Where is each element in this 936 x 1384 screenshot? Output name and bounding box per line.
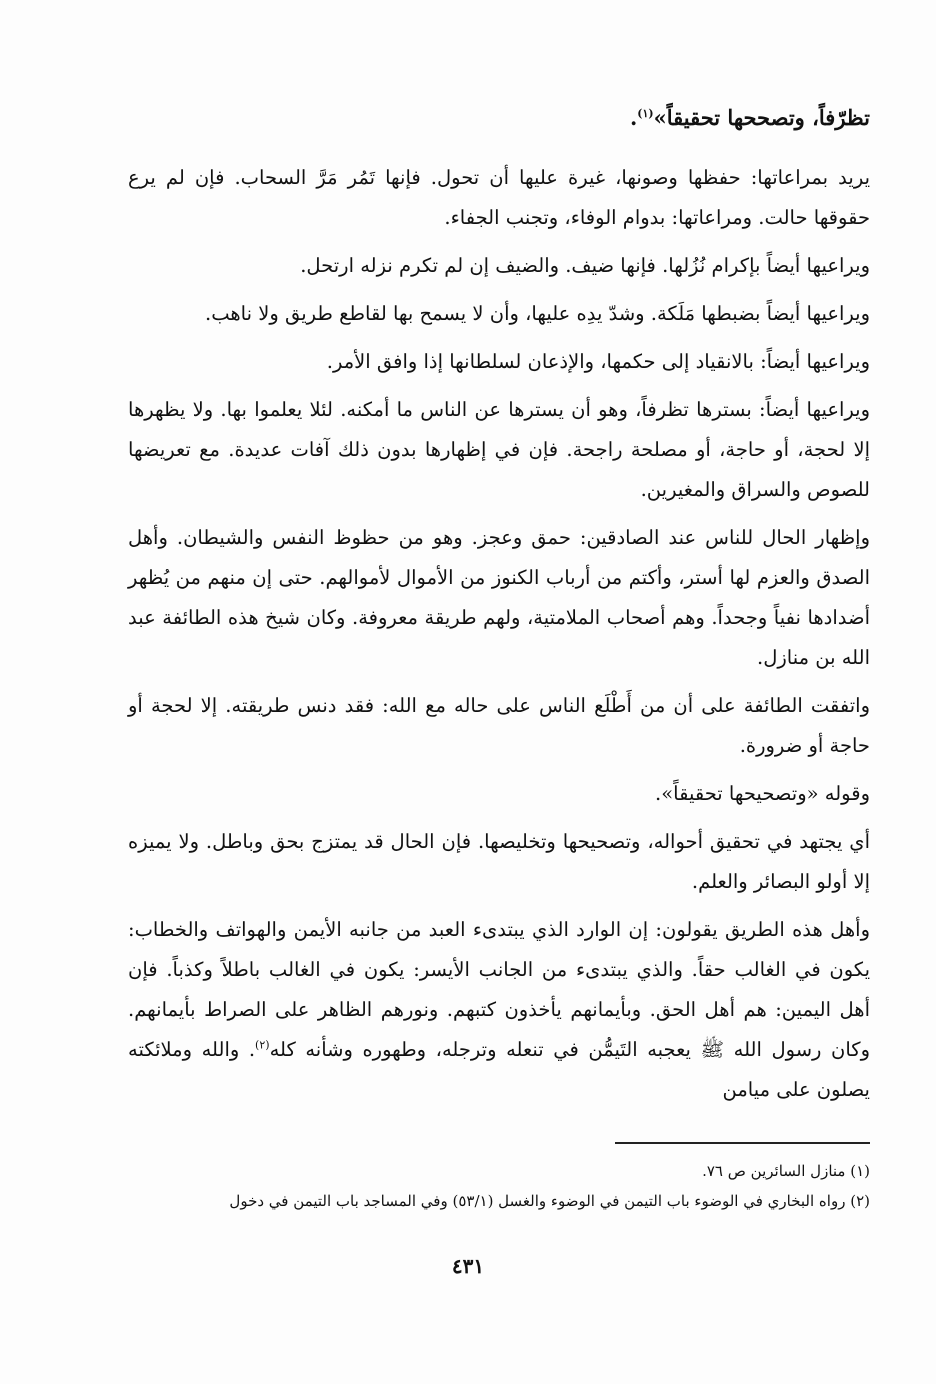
footnote-separator — [615, 1142, 870, 1144]
heading-end: . — [629, 105, 638, 130]
paragraph: ويراعيها أيضاً: بالانقياد إلى حكمها، والإذعان لسلطانها إذا وافق الأمر. — [326, 350, 870, 373]
paragraph: ويراعيها أيضاً بإكرام نُزُلها. فإنها ضيف. والضيف إن لم تكرم نزله ارتحل. — [300, 254, 870, 277]
body-text — [128, 158, 870, 1110]
paragraph: يريد بمراعاتها: حفظها وصونها، غيرة عليها أن تحول. فإنها تَمُر مَرَّ السحاب. فإن لم يرع حقوقها حالت. ومراعاتها: بدوام الوفاء، وتجنب الجفاء. — [128, 166, 870, 229]
paragraph: ويراعيها أيضاً: بسترها تظرفاً، وهو أن يسترها عن الناس ما أمكنه. لئلا يعلموا بها. ولا يظهرها إلا لحجة، أو حاجة، أو مصلحة راجحة. فإن في إظهارها بدون ذلك آفات عديدة. مع تعريضها للصوص والسراق والمغيرين. — [128, 398, 870, 501]
paragraph: واتفقت الطائفة على أن من أَطْلَع الناس على حاله مع الله: فقد دنس طريقته. إلا لحجة أو حاجة أو ضرورة. — [128, 694, 870, 757]
footnote-ref-2[interactable]: (٢) — [255, 1038, 270, 1052]
paragraph-last-text: وأهل هذه الطريق يقولون: إن الوارد الذي يبتدىء العبد من جانبه الأيمن والهواتف والخطاب: يكون في الغالب حقاً. والذي يبتدىء من الجانب الأيسر: يكون في الغالب باطلاً وكذباً. فإن أهل اليمين: هم أهل الحق. وبأيمانهم يأخذون كتبهم. ونورهم الظاهر على الصراط بأيمانهم. وكان رسول الله ﷺ يعجبه التَيمُّن في تنعله وترجله، وطهوره وشأنه كله — [128, 918, 870, 1061]
paragraph-last — [128, 910, 870, 1110]
paragraph: وإظهار الحال للناس عند الصادقين: حمق وعجز. وهو من حظوظ النفس والشيطان. وأهل الصدق والعزم لها أستر، وأكتم من أرباب الكنوز من الأموال لأموالهم. حتى إن منهم من يُظهر أضدادها نفياً وجحداً. وهم أصحاب الملامتية، ولهم طريقة معروفة. وكان شيخ هذه الطائفة عبد الله بن منازل. — [128, 526, 870, 669]
heading-quote — [128, 98, 870, 138]
paragraph: ويراعيها أيضاً بضبطها مَلَكة. وشدّ يدِه عليها، وأن لا يسمح بها لقاطع طريق ولا ناهب. — [205, 302, 870, 325]
paragraph-last-continuation: . والله وملائكته يصلون على ميامن — [128, 1038, 870, 1101]
footnote-2: (٢) رواه البخاري في الوضوء باب التيمن في الوضوء والغسل (٥٣/١) وفي المساجد باب التيمن في دخول — [229, 1192, 870, 1210]
paragraph: وقوله «وتصحيحها تحقيقاً». — [655, 782, 870, 805]
footnote-1: (١) منازل السائرين ص ٧٦. — [702, 1162, 870, 1180]
footnote-ref-1[interactable]: (١) — [637, 107, 654, 120]
heading-text: تظرّفاً، وتصححها تحقيقاً» — [653, 105, 870, 130]
paragraph: أي يجتهد في تحقيق أحواله، وتصحيحها وتخليصها. فإن الحال قد يمتزج بحق وباطل. ولا يميزه إلا أولو البصائر والعلم. — [128, 830, 870, 893]
page-number: ٤٣١ — [451, 1254, 485, 1278]
footnotes — [128, 1156, 870, 1216]
